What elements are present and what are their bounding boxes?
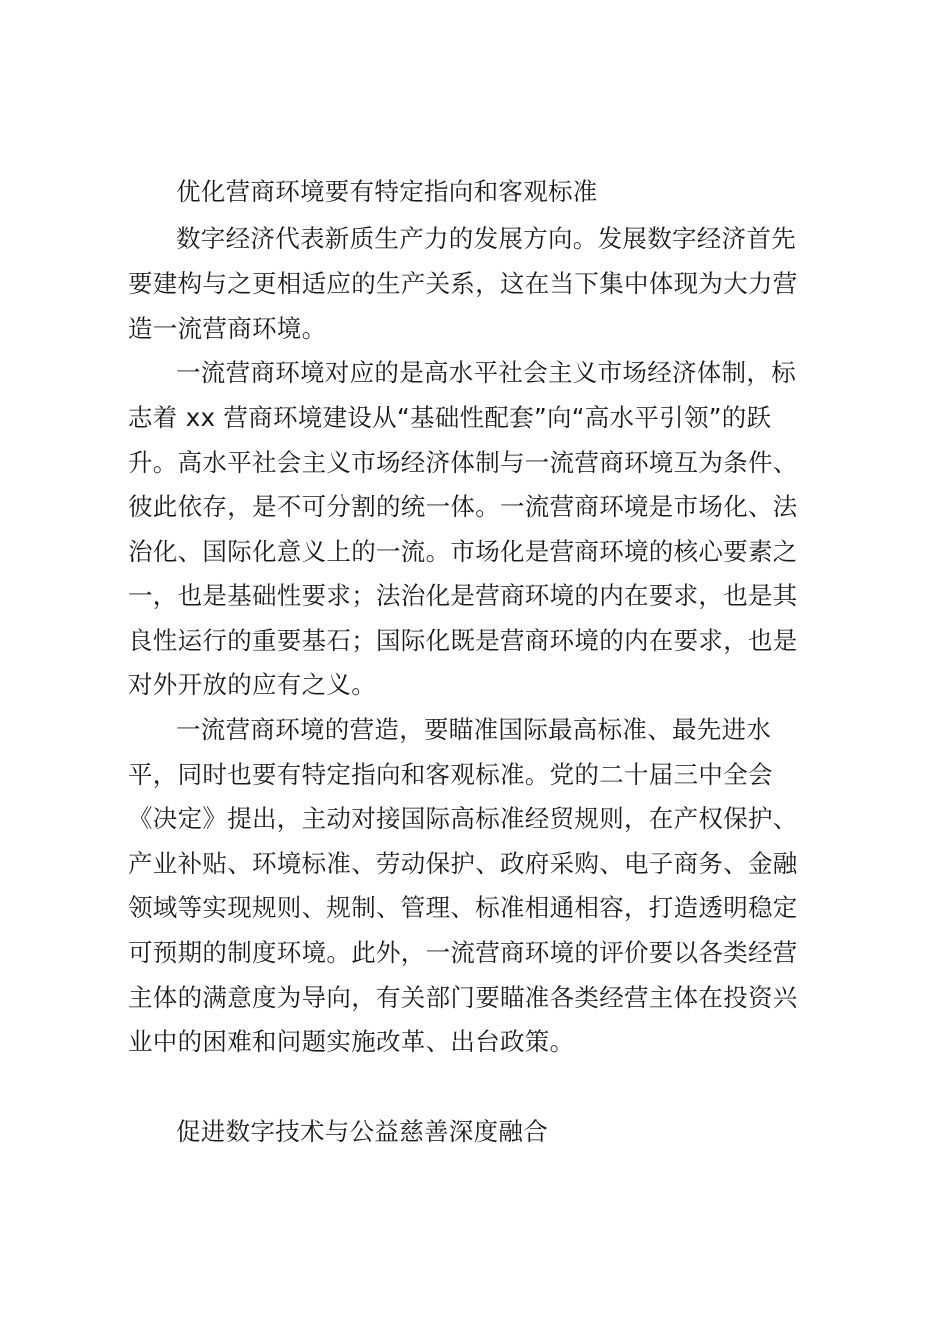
paragraph-line: 良性运行的重要基石；国际化既是营商环境的内在要求，也是	[128, 626, 798, 655]
paragraph-line: 主体的满意度为导向，有关部门要瞄准各类经营主体在投资兴	[128, 983, 798, 1012]
section-heading: 优化营商环境要有特定指向和客观标准	[176, 177, 598, 206]
paragraph-line: 对外开放的应有之义。	[128, 670, 376, 699]
section-heading: 促进数字技术与公益慈善深度融合	[176, 1117, 548, 1146]
paragraph-line: 一，也是基础性要求；法治化是营商环境的内在要求，也是其	[128, 581, 798, 610]
paragraph-line: 志着 xx 营商环境建设从“基础性配套”向“高水平引领”的跃	[128, 403, 772, 432]
paragraph-line: 领域等实现规则、规制、管理、标准相通相容，打造透明稳定	[128, 893, 798, 922]
paragraph-line: 平，同时也要有特定指向和客观标准。党的二十届三中全会	[128, 760, 773, 789]
paragraph-line: 产业补贴、环境标准、劳动保护、政府采购、电子商务、金融	[128, 849, 798, 878]
paragraph-line: 《决定》提出，主动对接国际高标准经贸规则，在产权保护、	[128, 804, 798, 833]
paragraph-line: 要建构与之更相适应的生产关系，这在当下集中体现为大力营	[128, 269, 798, 298]
paragraph-line: 业中的困难和问题实施改革、出台政策。	[128, 1027, 575, 1056]
paragraph-line: 彼此依存，是不可分割的统一体。一流营商环境是市场化、法	[128, 492, 798, 521]
paragraph-line: 一流营商环境对应的是高水平社会主义市场经济体制，标	[176, 358, 796, 387]
paragraph-line: 可预期的制度环境。此外，一流营商环境的评价要以各类经营	[128, 938, 798, 967]
paragraph-line: 造一流营商环境。	[128, 314, 327, 343]
paragraph-line: 数字经济代表新质生产力的发展方向。发展数字经济首先	[176, 224, 796, 253]
paragraph-line: 治化、国际化意义上的一流。市场化是营商环境的核心要素之	[128, 537, 798, 566]
paragraph-line: 一流营商环境的营造，要瞄准国际最高标准、最先进水	[176, 715, 772, 744]
paragraph-line: 升。高水平社会主义市场经济体制与一流营商环境互为条件、	[128, 448, 798, 477]
